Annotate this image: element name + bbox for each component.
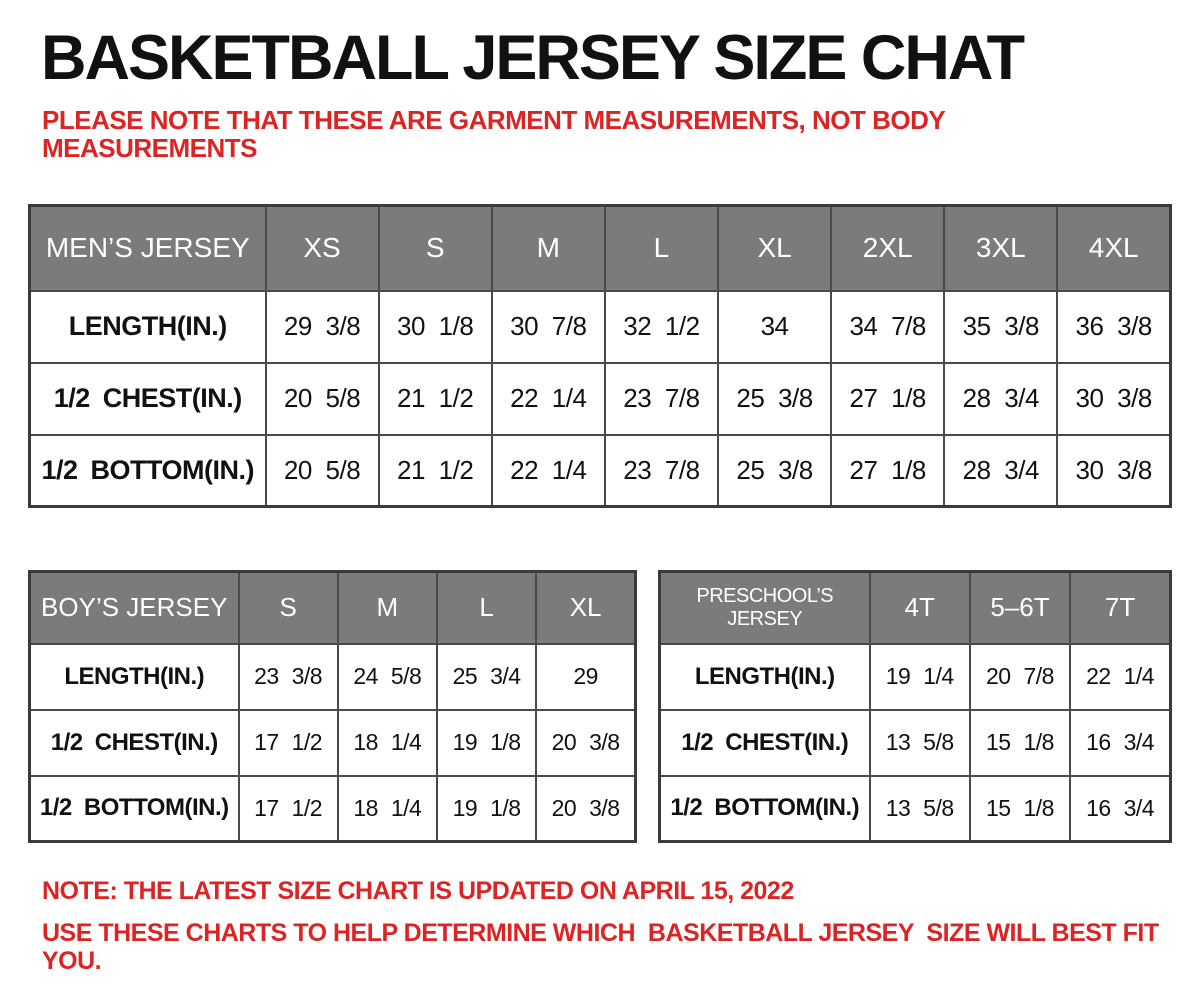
table-row [30,291,1171,363]
size-value-cell: 19 1/4 [870,644,970,710]
row-label: LENGTH(IN.) [660,644,870,710]
size-value-cell: 28 3/4 [944,363,1057,435]
size-value-cell: 19 1/8 [437,776,536,842]
row-label: 1/2 CHEST(IN.) [660,710,870,776]
size-value-cell: 17 1/2 [239,710,338,776]
page-title: BASKETBALL JERSEY SIZE CHAT [41,23,1024,93]
size-column-header: S [239,572,338,644]
size-column-header: 4T [870,572,970,644]
size-value-cell: 22 1/4 [492,435,605,507]
size-value-cell: 20 5/8 [266,363,379,435]
kids-tables-row [28,570,1172,843]
size-value-cell: 23 7/8 [605,435,718,507]
size-column-header: 4XL [1057,206,1170,291]
size-column-header: L [605,206,718,291]
size-value-cell: 20 5/8 [266,435,379,507]
size-value-cell: 25 3/8 [718,435,831,507]
size-value-cell: 35 3/8 [944,291,1057,363]
mens-jersey-table [28,204,1172,508]
fit-advice-note: USE THESE CHARTS TO HELP DETERMINE WHICH BASKETBALL JERSEY SIZE WILL BEST FIT YOU. [42,919,1165,975]
size-value-cell: 15 1/8 [970,710,1070,776]
size-value-cell: 30 3/8 [1057,363,1170,435]
table-row [30,710,636,776]
size-column-header: 3XL [944,206,1057,291]
size-value-cell: 18 1/4 [338,776,437,842]
size-column-header: XS [266,206,379,291]
table-row [660,776,1171,842]
size-value-cell: 34 [718,291,831,363]
size-value-cell: 13 5/8 [870,710,970,776]
size-value-cell: 18 1/4 [338,710,437,776]
size-column-header: XL [536,572,635,644]
size-value-cell: 22 1/4 [492,363,605,435]
table-row [30,644,636,710]
size-value-cell: 15 1/8 [970,776,1070,842]
size-value-cell: 20 3/8 [536,776,635,842]
size-column-header: S [379,206,492,291]
row-label: 1/2 CHEST(IN.) [30,710,239,776]
table-row [660,710,1171,776]
size-column-header: L [437,572,536,644]
table-row [30,363,1171,435]
preschool-jersey-table [658,570,1172,843]
size-value-cell: 17 1/2 [239,776,338,842]
size-column-header: XL [718,206,831,291]
size-value-cell: 21 1/2 [379,363,492,435]
size-value-cell: 16 3/4 [1070,710,1170,776]
size-value-cell: 25 3/4 [437,644,536,710]
footer-notes [42,877,1172,975]
size-value-cell: 30 3/8 [1057,435,1170,507]
size-value-cell: 28 3/4 [944,435,1057,507]
size-value-cell: 30 1/8 [379,291,492,363]
size-value-cell: 27 1/8 [831,435,944,507]
size-value-cell: 29 3/8 [266,291,379,363]
row-label: LENGTH(IN.) [30,644,239,710]
update-date-note: NOTE: THE LATEST SIZE CHART IS UPDATED ON APRIL 15, 2022 [42,877,794,905]
table-title: BOY’S JERSEY [30,572,239,644]
header-row [30,572,636,644]
garment-measurement-note: PLEASE NOTE THAT THESE ARE GARMENT MEASUREMENTS, NOT BODY MEASUREMENTS [42,105,945,163]
table-title: PRESCHOOL’S JERSEY [660,572,870,644]
size-value-cell: 27 1/8 [831,363,944,435]
size-value-cell: 29 [536,644,635,710]
size-value-cell: 23 7/8 [605,363,718,435]
size-value-cell: 24 5/8 [338,644,437,710]
row-label: 1/2 BOTTOM(IN.) [30,435,266,507]
size-column-header: 7T [1070,572,1170,644]
size-value-cell: 19 1/8 [437,710,536,776]
size-value-cell: 20 7/8 [970,644,1070,710]
size-value-cell: 25 3/8 [718,363,831,435]
row-label: 1/2 BOTTOM(IN.) [660,776,870,842]
table-row [30,776,636,842]
size-value-cell: 13 5/8 [870,776,970,842]
size-column-header: 5–6T [970,572,1070,644]
size-value-cell: 21 1/2 [379,435,492,507]
size-value-cell: 30 7/8 [492,291,605,363]
row-label: LENGTH(IN.) [30,291,266,363]
boys-jersey-table [28,570,637,843]
size-value-cell: 22 1/4 [1070,644,1170,710]
size-value-cell: 20 3/8 [536,710,635,776]
size-column-header: M [338,572,437,644]
header-row [660,572,1171,644]
size-value-cell: 32 1/2 [605,291,718,363]
table-title: MEN’S JERSEY [30,206,266,291]
size-value-cell: 34 7/8 [831,291,944,363]
size-value-cell: 16 3/4 [1070,776,1170,842]
size-column-header: M [492,206,605,291]
size-value-cell: 36 3/8 [1057,291,1170,363]
row-label: 1/2 CHEST(IN.) [30,363,266,435]
table-row [30,435,1171,507]
size-column-header: 2XL [831,206,944,291]
table-row [660,644,1171,710]
row-label: 1/2 BOTTOM(IN.) [30,776,239,842]
size-value-cell: 23 3/8 [239,644,338,710]
header-row [30,206,1171,291]
